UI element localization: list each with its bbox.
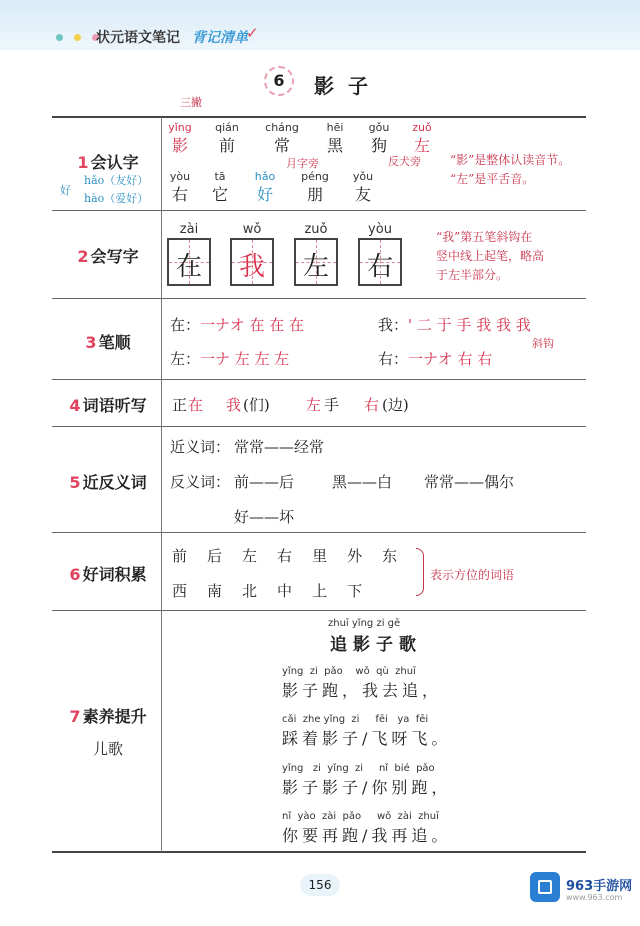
table-bottom-border xyxy=(52,851,586,853)
song-pinyin: yǐng zi pǎo wǒ qù zhuī xyxy=(282,666,416,677)
stroke-seq-you: 一ナオ 右 右 xyxy=(408,350,493,368)
song-line: 影子影子/你别跑， xyxy=(282,778,452,797)
note-wo-line1: “我”第五笔斜钩在 xyxy=(436,230,533,244)
row-divider xyxy=(52,610,586,611)
header-tag: 背记清单 xyxy=(192,30,248,46)
section-label-write: 2 会写字 xyxy=(77,247,139,266)
song-line: 踩着影子/飞呀飞。 xyxy=(282,729,452,748)
song-line: 影子跑，我去追， xyxy=(282,681,443,700)
page-number: 156 xyxy=(300,874,340,896)
dictation-word: 我 xyxy=(226,396,242,414)
header-dot-teal xyxy=(56,34,63,41)
section-label-dictation: 4 词语听写 xyxy=(69,396,147,415)
annotation-yue-zi-pang: 月字旁 xyxy=(286,157,319,170)
song-line: 你要再跑/我再追。 xyxy=(282,826,452,845)
pinyin: yǐng xyxy=(168,121,192,134)
watermark-url: www.963.com xyxy=(566,893,623,902)
pinyin: yǒu xyxy=(352,170,374,183)
writing-box xyxy=(230,238,274,286)
annotation-xie-gou: 斜钩 xyxy=(532,337,554,350)
hanzi: 友 xyxy=(354,185,371,204)
header-bar xyxy=(0,0,640,50)
annotation-hao-2: hào（爱好） xyxy=(84,192,149,205)
pinyin: hǎo xyxy=(254,170,276,183)
row-divider xyxy=(52,426,586,427)
song-title: 追影子歌 xyxy=(330,635,422,655)
hanzi: 左 xyxy=(302,252,329,282)
dictation-word: 手 xyxy=(324,396,340,414)
antonym-pair: 黑——白 xyxy=(332,473,393,491)
brand-title: 状元语文笔记 xyxy=(96,30,180,46)
good-words-row: 西南北中上下 xyxy=(172,582,383,600)
song-pinyin: yǐng zi yǐng zi nǐ bié pǎo xyxy=(282,763,435,774)
antonym-pair: 前——后 xyxy=(234,473,295,491)
stroke-label-you: 右： xyxy=(378,350,409,368)
pinyin: qián xyxy=(215,121,239,134)
stroke-seq-zuo: 一ナ 左 左 左 xyxy=(200,350,290,368)
row-divider xyxy=(52,298,586,299)
section-label-good-words: 6 好词积累 xyxy=(69,565,147,584)
pinyin: zài xyxy=(179,222,199,237)
section-label-synonyms: 5 近反义词 xyxy=(69,473,147,492)
table-top-border xyxy=(52,116,586,118)
column-divider xyxy=(161,117,162,852)
stroke-label-zuo: 左： xyxy=(170,350,201,368)
section-label-literacy: 7 素养提升 xyxy=(69,707,147,726)
section-label-recognize: 1 会认字 xyxy=(77,153,139,172)
pinyin: hēi xyxy=(326,121,344,134)
hanzi: 狗 xyxy=(370,136,387,155)
dictation-word: 右 xyxy=(364,396,380,414)
hanzi: 左 xyxy=(413,136,430,155)
antonym-pair: 常常——偶尔 xyxy=(424,473,515,491)
pinyin: wǒ xyxy=(242,222,262,237)
row-divider xyxy=(52,532,586,533)
section-sub-label: 儿歌 xyxy=(92,740,123,758)
lesson-number-badge: 6 xyxy=(264,66,294,96)
note-zuo: “左”是平舌音。 xyxy=(450,172,535,186)
note-wo-line3: 于左半部分。 xyxy=(436,268,509,282)
hanzi: 好 xyxy=(256,185,273,204)
stroke-seq-zai: 一ナオ 在 在 在 xyxy=(200,316,305,334)
synonym-pair: 常常——经常 xyxy=(234,438,325,456)
hanzi: 黑 xyxy=(326,136,343,155)
pinyin: cháng xyxy=(265,121,299,134)
good-words-note: 表示方位的词语 xyxy=(430,568,515,582)
hanzi: 右 xyxy=(366,252,393,282)
section-label-strokes: 3 笔顺 xyxy=(85,333,131,352)
watermark-logo-icon xyxy=(530,872,560,902)
pinyin: yòu xyxy=(368,222,392,237)
annotation-san-pie: 三撇 xyxy=(180,96,202,109)
brace xyxy=(416,548,424,596)
antonym-pair: 好——坏 xyxy=(234,508,295,526)
song-title-pinyin: zhuī yǐng zi gē xyxy=(328,618,401,629)
row-divider xyxy=(52,210,586,211)
stroke-label-wo: 我： xyxy=(378,316,409,334)
writing-box xyxy=(358,238,402,286)
synonym-label: 近义词： xyxy=(170,438,231,456)
row-divider xyxy=(52,379,586,380)
pinyin: tā xyxy=(214,170,226,183)
lesson-title: 影子 xyxy=(314,74,382,98)
stroke-seq-wo: ' 二 于 手 我 我 我 xyxy=(408,316,531,334)
dictation-word: (们) xyxy=(243,396,270,414)
note-wo-line2: 竖中线上起笔，略高 xyxy=(436,249,545,263)
hanzi: 我 xyxy=(238,252,265,282)
annotation-hao-label: 好 xyxy=(60,184,71,197)
hanzi: 朋 xyxy=(306,185,323,204)
hanzi: 前 xyxy=(218,136,235,155)
header-dot-yellow xyxy=(74,34,81,41)
watermark-text: 963手游网 xyxy=(566,879,633,894)
dictation-word: 正 xyxy=(172,396,188,414)
note-ying: “影”是整体认读音节。 xyxy=(450,153,571,167)
stroke-label-zai: 在： xyxy=(170,316,201,334)
annotation-fan-quan-pang: 反犬旁 xyxy=(388,155,421,168)
hanzi: 常 xyxy=(273,136,290,155)
pinyin: péng xyxy=(301,170,329,183)
hanzi: 它 xyxy=(211,185,228,204)
dictation-word: 左 xyxy=(306,396,322,414)
writing-box xyxy=(167,238,211,286)
hanzi: 影 xyxy=(171,136,188,155)
hanzi: 在 xyxy=(175,252,202,282)
song-pinyin: cǎi zhe yǐng zi fēi ya fēi xyxy=(282,714,429,725)
dictation-word: (边) xyxy=(382,396,409,414)
pinyin: yòu xyxy=(169,170,191,183)
annotation-hao-1: hǎo（友好） xyxy=(84,174,149,187)
pinyin: zuǒ xyxy=(304,222,328,237)
dictation-word: 在 xyxy=(188,396,204,414)
antonym-label: 反义词： xyxy=(170,473,231,491)
writing-box xyxy=(294,238,338,286)
pinyin: zuǒ xyxy=(412,121,432,134)
hanzi: 右 xyxy=(171,185,188,204)
pinyin: gǒu xyxy=(368,121,390,134)
good-words-row: 前后左右里外东 xyxy=(172,547,418,565)
check-icon: ✓ xyxy=(246,24,259,42)
song-pinyin: nǐ yào zài pǎo wǒ zài zhuī xyxy=(282,811,439,822)
